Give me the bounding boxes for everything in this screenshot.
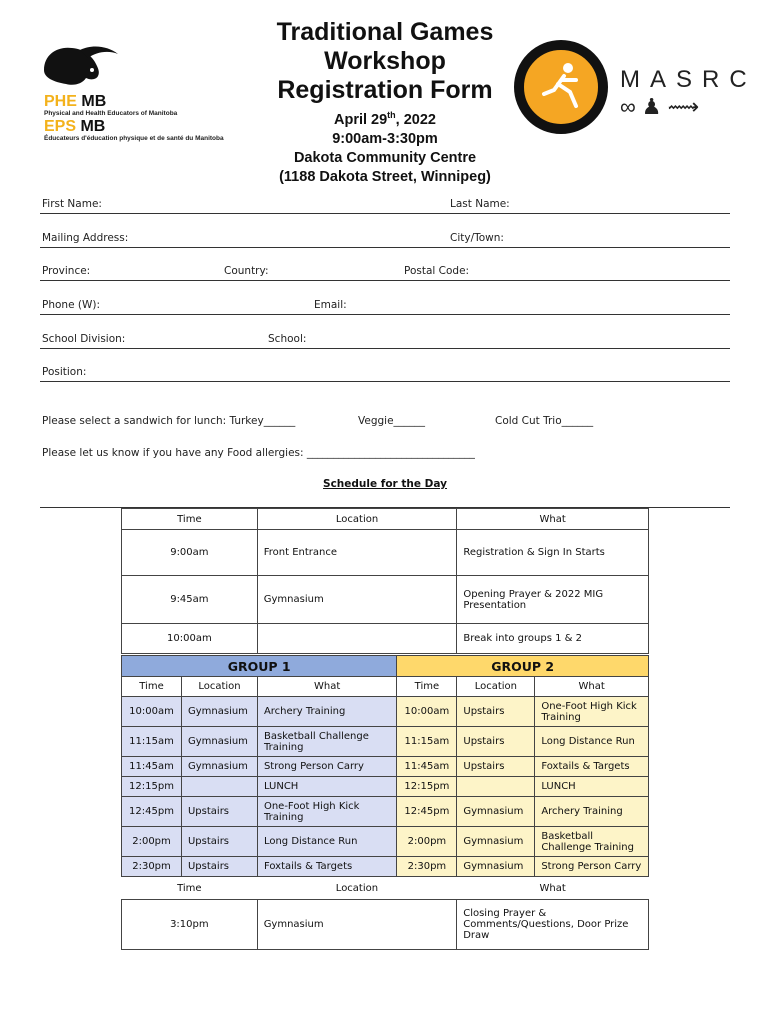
phone-label: Phone (W): [42, 299, 100, 311]
phe-mb-logo: PHE MB Physical and Health Educators of Manitoba EPS MB Éducateurs d'éducation physique et de santé du Manitoba [44, 93, 224, 142]
title-line-1: Traditional Games [276, 18, 494, 46]
cell-time: 9:00am [122, 530, 258, 576]
group-2-what: Archery Training [535, 797, 649, 827]
group-1-what: Foxtails & Targets [257, 857, 396, 877]
group-1-what: Archery Training [257, 697, 396, 727]
group-1-location: Upstairs [181, 857, 257, 877]
group-2-header-what: What [535, 677, 649, 697]
group-2-location: Gymnasium [457, 797, 535, 827]
sandwich-cold-cut[interactable]: Cold Cut Trio______ [495, 415, 594, 427]
group-rows [122, 697, 649, 877]
header-location: Location [257, 509, 457, 530]
bottom-header-location: Location [335, 883, 379, 895]
schedule-bottom-table [121, 879, 649, 950]
first-name-label: First Name: [42, 198, 102, 210]
cell-what: Closing Prayer & Comments/Questions, Door Prize Draw [457, 899, 649, 949]
masrc-symbols-icon: ∞ ♟ ⟿ [620, 94, 700, 119]
cell-location: Front Entrance [257, 530, 457, 576]
group-1-header-what: What [257, 677, 396, 697]
header-time: Time [122, 509, 258, 530]
postal-code-label: Postal Code: [404, 265, 470, 277]
name-line[interactable] [40, 213, 730, 214]
table-row [122, 624, 649, 654]
group-1-what: LUNCH [257, 777, 396, 797]
header-what: What [457, 509, 649, 530]
school-line[interactable] [40, 348, 730, 349]
school-label: School: [268, 333, 307, 345]
group-2-time: 12:45pm [397, 797, 457, 827]
group-1-header-time: Time [122, 677, 182, 697]
table-row [122, 576, 649, 624]
group-2-header-time: Time [397, 677, 457, 697]
group-2-header-location: Location [457, 677, 535, 697]
group-1-time: 12:15pm [122, 777, 182, 797]
group-2-what: LUNCH [535, 777, 649, 797]
table-row [122, 797, 649, 827]
group-1-what: Basketball Challenge Training [257, 727, 396, 757]
address-line[interactable] [40, 247, 730, 248]
cell-location: Gymnasium [257, 576, 457, 624]
cell-time: 10:00am [122, 624, 258, 654]
cell-what: Opening Prayer & 2022 MIG Presentation [457, 576, 649, 624]
group-1-time: 10:00am [122, 697, 182, 727]
group-2-time: 2:00pm [397, 827, 457, 857]
table-row [122, 530, 649, 576]
schedule-top-table [121, 508, 649, 654]
table-row [122, 509, 649, 530]
group-1-time: 11:45am [122, 757, 182, 777]
group-2-header: GROUP 2 [397, 656, 649, 677]
table-row [122, 656, 649, 677]
group-2-time: 10:00am [397, 697, 457, 727]
phe-full-name: Physical and Health Educators of Manitoba [44, 110, 178, 117]
group-2-location: Upstairs [457, 757, 535, 777]
bottom-header-what: What [539, 883, 566, 895]
province-label: Province: [42, 265, 91, 277]
cell-location: Gymnasium [257, 899, 457, 949]
last-name-label: Last Name: [450, 198, 510, 210]
cell-time: 9:45am [122, 576, 258, 624]
group-1-time: 2:00pm [122, 827, 182, 857]
food-allergies[interactable]: Please let us know if you have any Food allergies: ________________________________ [42, 447, 475, 459]
group-2-what: One-Foot High Kick Training [535, 697, 649, 727]
eps-full-name: Éducateurs d'éducation physique et de santé du Manitoba [44, 135, 224, 142]
phone-line[interactable] [40, 314, 730, 315]
bottom-header-time: Time [177, 883, 202, 895]
group-1-location: Gymnasium [181, 727, 257, 757]
runner-icon [524, 50, 598, 124]
table-row [122, 857, 649, 877]
sandwich-turkey[interactable]: Please select a sandwich for lunch: Turkey______ [42, 415, 296, 427]
event-date: April 29th, 2022 [333, 110, 436, 128]
group-1-location: Gymnasium [181, 697, 257, 727]
cell-location [257, 624, 457, 654]
table-row [122, 899, 649, 949]
country-label: Country: [224, 265, 269, 277]
event-time: 9:00am-3:30pm [332, 130, 438, 147]
masrc-wordmark: MASRC [620, 66, 757, 93]
group-2-location: Upstairs [457, 697, 535, 727]
group-2-what: Strong Person Carry [535, 857, 649, 877]
group-1-time: 11:15am [122, 727, 182, 757]
group-2-what: Long Distance Run [535, 727, 649, 757]
cell-time: 3:10pm [122, 899, 258, 949]
group-2-time: 12:15pm [397, 777, 457, 797]
group-2-location: Gymnasium [457, 827, 535, 857]
email-label: Email: [314, 299, 347, 311]
group-1-what: One-Foot High Kick Training [257, 797, 396, 827]
group-2-what: Basketball Challenge Training [535, 827, 649, 857]
cell-what: Break into groups 1 & 2 [457, 624, 649, 654]
group-1-header: GROUP 1 [122, 656, 397, 677]
table-row [122, 777, 649, 797]
group-1-location: Upstairs [181, 827, 257, 857]
group-1-what: Strong Person Carry [257, 757, 396, 777]
group-2-time: 11:45am [397, 757, 457, 777]
group-1-time: 12:45pm [122, 797, 182, 827]
sandwich-veggie[interactable]: Veggie______ [358, 415, 426, 427]
group-1-location [181, 777, 257, 797]
table-row [122, 827, 649, 857]
group-2-time: 2:30pm [397, 857, 457, 877]
group-2-location: Gymnasium [457, 857, 535, 877]
group-1-header-location: Location [181, 677, 257, 697]
province-line[interactable] [40, 280, 730, 281]
position-label: Position: [42, 366, 87, 378]
school-division-label: School Division: [42, 333, 126, 345]
bison-logo-icon [40, 40, 120, 92]
group-1-location: Gymnasium [181, 757, 257, 777]
table-row [122, 727, 649, 757]
schedule-title: Schedule for the Day [323, 478, 447, 490]
masrc-circle-logo [514, 40, 608, 134]
table-row [122, 677, 649, 697]
table-row [122, 757, 649, 777]
position-line[interactable] [40, 381, 730, 382]
event-venue: Dakota Community Centre [293, 149, 477, 166]
group-2-what: Foxtails & Targets [535, 757, 649, 777]
mailing-address-label: Mailing Address: [42, 232, 129, 244]
group-1-what: Long Distance Run [257, 827, 396, 857]
group-1-time: 2:30pm [122, 857, 182, 877]
group-1-location: Upstairs [181, 797, 257, 827]
group-2-time: 11:15am [397, 727, 457, 757]
event-address: (1188 Dakota Street, Winnipeg) [279, 168, 491, 185]
schedule-groups-table [121, 655, 649, 877]
title-line-2: Workshop [324, 47, 446, 75]
cell-what: Registration & Sign In Starts [457, 530, 649, 576]
group-2-location: Upstairs [457, 727, 535, 757]
table-row [122, 879, 649, 899]
title-line-3: Registration Form [277, 76, 493, 104]
group-2-location [457, 777, 535, 797]
table-row [122, 697, 649, 727]
city-town-label: City/Town: [450, 232, 504, 244]
